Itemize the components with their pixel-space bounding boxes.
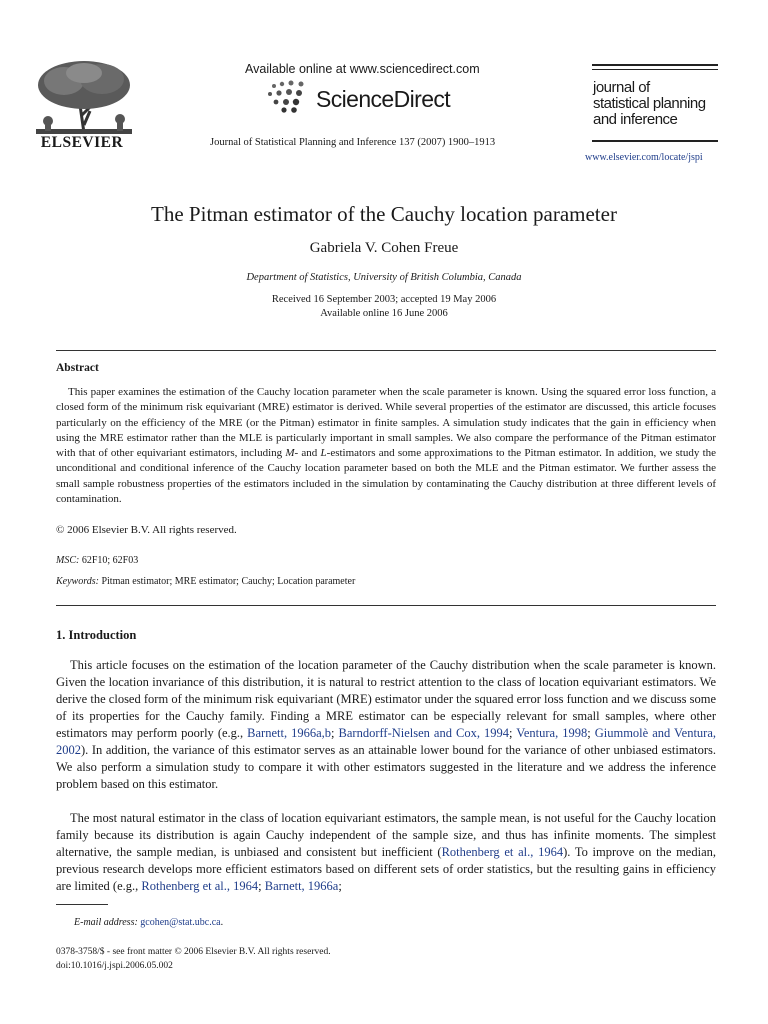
keywords-label: Keywords: — [56, 576, 99, 587]
journal-title-line-3: and inference — [593, 111, 678, 128]
abstract-l-letter: L — [320, 447, 327, 460]
msc-label: MSC: — [56, 555, 80, 566]
abstract-text — [56, 385, 716, 507]
footnote-email — [74, 917, 223, 928]
intro-p2-text-c: ; — [338, 879, 342, 893]
doi-line: doi:10.1016/j.jspi.2006.05.002 — [56, 961, 173, 971]
journal-title-rule-bottom — [592, 140, 718, 142]
journal-title-line-2: statistical planning — [593, 95, 706, 112]
ref-link-rothenberg-1964[interactable]: Rothenberg et al., 1964 — [441, 845, 564, 859]
email-label: E-mail address: — [74, 917, 138, 928]
intro-p1-text-b: ). In addition, the variance of this estimator serves as an attainable lower bound for the variance of other unbiased estimators. We also perform a simulation study to compare it with other estimators suggested in the literature and we address the inference problem based on this estimator. — [56, 743, 716, 791]
journal-url-link[interactable]: www.elsevier.com/locate/jspi — [585, 152, 703, 163]
abstract-m-letter: M — [285, 447, 295, 460]
abstract-text-part-3: -estimators and some approximations to the Pitman estimator. In addition, we study the unconditional and conditional inference of the Cauchy location parameter based on both the MLE and the Pitman estimator. We further assess the small sample robustness properties of the estimators included in the simulation by contaminating the Cauchy distribution at three different levels of contamination. — [56, 447, 717, 506]
intro-p2-text-b: ). To improve on the median, previous research develops more efficient estimators based on different sets of order statistics, but the resulting gains in efficiency are limited (e.g., — [56, 845, 717, 893]
issn-line: 0378-3758/$ - see front matter © 2006 Elsevier B.V. All rights reserved. — [56, 947, 331, 957]
msc-line — [56, 555, 138, 566]
keywords-value: Pitman estimator; MRE estimator; Cauchy; Location parameter — [98, 576, 356, 587]
ref-separator: ; — [258, 879, 265, 893]
ref-separator: ; — [587, 726, 595, 740]
journal-title — [593, 80, 723, 128]
ref-link-rothenberg-1964-second[interactable]: Rothenberg et al., 1964 — [141, 879, 259, 893]
ref-separator: ; — [508, 726, 517, 740]
msc-value: 62F10; 62F03 — [79, 555, 139, 566]
received-date: Received 16 September 2003; accepted 19 May 2006 — [271, 294, 497, 305]
abstract-text-part-1: This paper examines the estimation of the Cauchy location parameter when the scale parameter is known. Using the squared error loss function, a closed form of the minimum risk equivariant (MRE) estimator is derived. While several properties of the estimator are discussed, this article focuses particularly on the efficiency of the MRE (or the Pitman) estimator in finite samples. A simulation study indicates that the gain in efficiency when using the MRE estimator rather than the MLE is particularly important in small samples. We also compare the performance of the Pitman estimator with that of other equivariant estimators, including — [56, 386, 716, 460]
ref-link-giummole-ventura-2002[interactable]: Giummolè and Ventura, 2002 — [56, 726, 717, 757]
intro-p2-text-a: The most natural estimator in the class of location equivariant estimators, the sample mean, is not useful for the Cauchy location family because its distribution is again Cauchy independent of the sample size, and thus has infinite moments. The simplest alternative, the sample median, is unbiased and consistent but inefficient ( — [56, 811, 716, 859]
available-online-text[interactable]: Available online at www.sciencedirect.com — [245, 62, 480, 76]
email-link[interactable]: gcohen@stat.ubc.ca — [140, 917, 221, 928]
ref-link-barnett-1966a[interactable]: Barnett, 1966a — [264, 879, 339, 893]
ref-separator: ; — [331, 726, 339, 740]
journal-title-rule-top — [592, 64, 718, 66]
sciencedirect-dots-icon — [266, 80, 312, 114]
article-author: Gabriela V. Cohen Freue — [309, 240, 459, 256]
abstract-top-rule — [56, 350, 716, 351]
abstract-heading: Abstract — [56, 362, 99, 374]
intro-p1-text-a: This article focuses on the estimation of the location parameter of the Cauchy distribution when the scale parameter is known. Given the location invariance of this distribution, it is natural to restrict attention to the class of location equivariant estimators. We derive the closed form of the minimum risk equivariant (MRE) estimator under the squared error loss function and we discuss some of its properties for the Cauchy family. Finding a MRE estimator can be especially relevant for small samples, where other estimators may perform poorly (e.g., — [56, 658, 716, 740]
available-date: Available online 16 June 2006 — [320, 308, 448, 319]
section-heading-introduction: 1. Introduction — [56, 628, 137, 642]
keywords-line — [56, 576, 355, 587]
abstract-text-part-2: - and — [294, 447, 321, 460]
ref-link-barnett-1966ab[interactable]: Barnett, 1966a,b — [247, 726, 332, 740]
ref-link-ventura-1998[interactable]: Ventura, 1998 — [516, 726, 588, 740]
journal-title-rule-top-thin — [592, 69, 718, 70]
ref-link-barndorff-nielsen-cox-1994[interactable]: Barndorff-Nielsen and Cox, 1994 — [338, 726, 509, 740]
article-dates — [0, 293, 768, 321]
intro-paragraph-1 — [56, 657, 716, 793]
imprint-block — [56, 945, 331, 973]
email-period: . — [220, 917, 224, 928]
journal-citation: Journal of Statistical Planning and Inference 137 (2007) 1900–1913 — [210, 137, 496, 148]
abstract-copyright: © 2006 Elsevier B.V. All rights reserved. — [56, 524, 237, 536]
author-affiliation: Department of Statistics, University of British Columbia, Canada — [246, 272, 522, 283]
article-title: The Pitman estimator of the Cauchy location parameter — [151, 202, 617, 226]
sciencedirect-wordmark: ScienceDirect — [316, 86, 451, 112]
elsevier-wordmark: ELSEVIER — [40, 134, 124, 151]
footnote-rule — [56, 904, 108, 905]
intro-paragraph-2 — [56, 810, 716, 895]
abstract-bottom-rule — [56, 605, 716, 606]
journal-title-line-1: journal of — [593, 79, 650, 96]
